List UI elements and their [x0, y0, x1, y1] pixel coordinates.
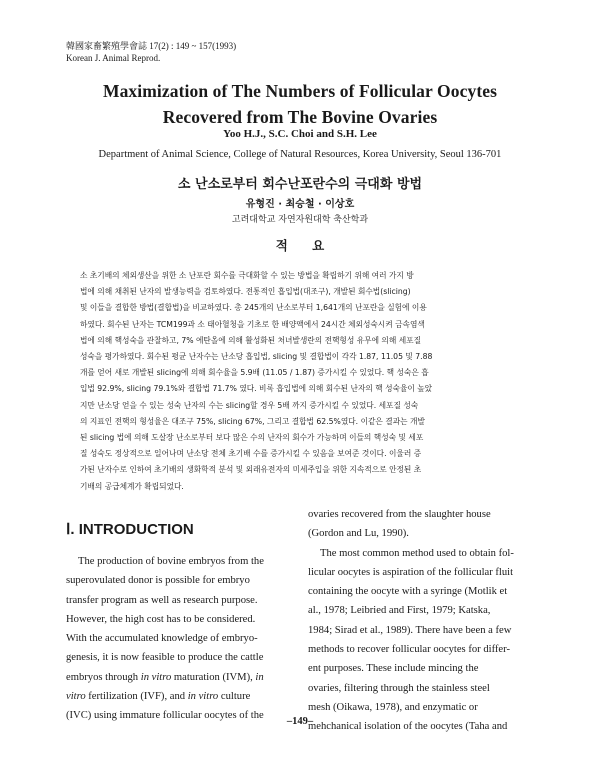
korean-title: 소 난소로부터 회수난포란수의 극대화 방법	[177, 177, 423, 192]
paper-authors: Yoo H.J., S.C. Choi and S.H. Lee	[223, 128, 377, 140]
abstract-line: 가된 난자수로 인하여 초기배의 생화학적 분석 및 외래유전자의 미세주입을 위한 지속적으로 안정된 초	[80, 465, 422, 475]
body-text-line: (IVC) using immature follicular oocytes of the	[66, 710, 264, 722]
body-text-line: However, the high cost has to be considered.	[66, 613, 256, 625]
body-text-line: licular oocytes is aspiration of the follicular fluit	[308, 566, 514, 578]
body-text-line: mehchanical isolation of the oocytes (Taha and	[308, 721, 508, 733]
body-text-line: mesh (Oikawa, 1978), and enzymatic or	[308, 701, 478, 713]
abstract-line: 소 초기배의 체외생산을 위한 소 난포란 회수를 극대화할 수 있는 방법을 확립하기 위해 여러 가지 방	[80, 271, 414, 280]
korean-authors: 유형진 · 최승철 · 이상호	[245, 199, 355, 210]
abstract-line: 및 이들을 결합한 방법(결합법)을 비교하였다. 총 245개의 난소로부터 1,641개의 난포란을 실험에 이용	[80, 303, 427, 313]
body-text-line: vitro fertilization (IVF), and in vitro culture	[66, 691, 251, 703]
korean-affiliation: 고려대학교 자연자원대학 축산학과	[231, 215, 369, 225]
body-text-line: al., 1978; Leibried and First, 1979; Katska,	[308, 605, 491, 617]
body-text-line: The production of bovine embryos from the	[78, 556, 264, 567]
body-text-line: methods to recover follicular oocytes for differ-	[308, 644, 510, 656]
korean-abstract	[80, 268, 520, 495]
introduction-left-column	[66, 552, 292, 726]
body-text-line: With the accumulated knowledge of embryo-	[66, 633, 258, 645]
paper-title	[0, 78, 600, 130]
body-text-line: ovaries recovered from the slaughter house	[308, 509, 491, 520]
page-number: –149–	[286, 716, 314, 727]
abstract-line: 지만 난소당 얻을 수 있는 성숙 난자의 수는 slicing할 경우 5배 까지 증가시킬 수 있었다. 세포질 성숙	[80, 400, 419, 410]
section-heading-introduction: Ⅰ. INTRODUCTION	[66, 521, 194, 538]
paper-title-line-1: Maximization of The Numbers of Follicular Oocytes	[102, 81, 498, 101]
abstract-line: 성숙을 평가하였다. 회수된 평균 난자수는 난소당 흡입법, slicing 및 결합법이 각각 1.87, 11.05 및 7.88	[80, 352, 433, 362]
abstract-line: 질 성숙도 정상적으로 일어나며 난소당 전체 초기배 수를 증가시킬 수 있음을 보여준 것이다. 이울러 증	[80, 449, 422, 459]
body-text-line: transfer program as well as research purpose.	[66, 594, 258, 606]
body-text-line: 1984; Sirad et al., 1989). There have been a few	[308, 624, 512, 636]
body-text-line: containing the oocyte with a syringe (Motlik et	[308, 586, 508, 598]
body-text-line: embryos through in vitro maturation (IVM), in	[66, 671, 264, 683]
introduction-right-column	[308, 505, 534, 737]
journal-citation-english: Korean J. Animal Reprod.	[66, 53, 161, 63]
abstract-line: 의 지표인 전핵의 형성율은 대조구 75%, slicing 67%, 그리고 결합법 62.5%였다. 이같은 결과는 개발	[80, 416, 425, 426]
abstract-line: 법에 의해 핵성숙을 관찰하고, 7% 에탄올에 의해 활성화된 처녀발생란의 전핵형성 유무에 의해 세포질	[80, 335, 422, 345]
journal-citation	[66, 40, 236, 64]
abstract-line: 기배의 공급체계가 확립되었다.	[80, 481, 184, 491]
body-text-line: superovulated donor is possible for embryo	[66, 575, 250, 587]
paper-title-line-2: Recovered from The Bovine Ovaries	[162, 107, 438, 127]
body-text-line: The most common method used to obtain fol-	[320, 547, 514, 559]
abstract-line: 개를 얻어 새로 개발된 slicing에 의해 회수율을 5.9배 (11.05 / 1.87) 증가시킬 수 있었다. 핵 성숙은 흡	[80, 368, 429, 378]
body-text-line: ovaries, filtering through the stainless steel	[308, 682, 490, 694]
body-text-line: ent purposes. These include mincing the	[308, 663, 479, 675]
abstract-line: 하였다. 회수된 난자는 TCM199과 소 태아혈청을 기초로 한 배양액에서 24시간 체외성숙시켜 금속염색	[80, 319, 425, 329]
body-text-line: genesis, it is now feasible to produce the cattle	[66, 652, 264, 664]
abstract-heading: 적 요	[275, 238, 335, 253]
paper-affiliation: Department of Animal Science, College of Natural Resources, Korea University, Seoul 136-701	[98, 149, 502, 160]
abstract-line: 된 slicing 법에 의해 도살장 난소로부터 보다 많은 수의 난자의 회수가 가능하며 이들의 핵성숙 및 세포	[80, 433, 424, 443]
abstract-line: 입법 92.9%, slicing 79.1%와 결합법 71.7% 였다. 비록 흡입법에 의해 회수된 난자의 핵 성숙율이 높았	[80, 384, 433, 394]
body-text-line: (Gordon and Lu, 1990).	[308, 528, 409, 540]
abstract-line: 법에 의해 채취된 난자의 발생능력을 검토하였다. 전통적인 흡입법(대조구), 개발된 회수법(slicing)	[80, 287, 411, 297]
journal-citation-korean: 韓國家畜繁殖學會誌 17(2) : 149 ~ 157(1993)	[66, 41, 237, 51]
